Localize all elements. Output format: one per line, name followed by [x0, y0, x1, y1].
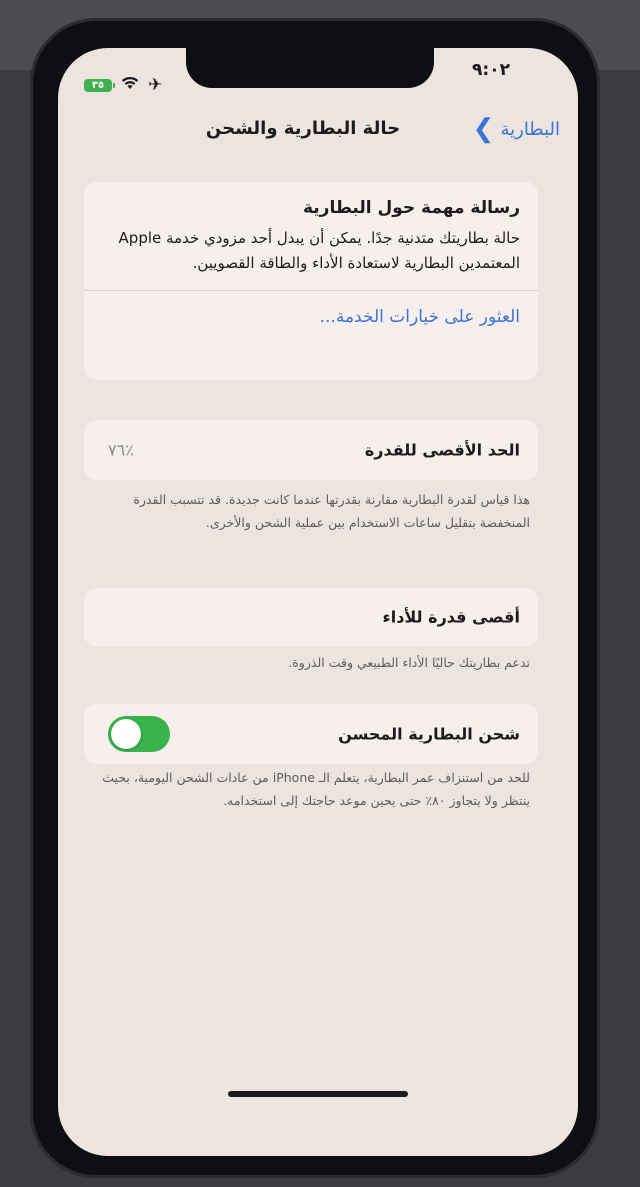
peak-performance-row [84, 588, 538, 646]
important-message-card [84, 182, 538, 380]
max-capacity-label: الحد الأقصى للقدرة [364, 440, 520, 460]
phone-screen [58, 48, 578, 1156]
service-options-link[interactable]: العثور على خيارات الخدمة... [319, 307, 520, 327]
status-icons [84, 76, 162, 94]
optimized-charging-row [84, 704, 538, 764]
peak-performance-footnote: تدعم بطاريتك حاليًا الأداء الطبيعي وقت الذروة. [288, 655, 530, 670]
home-indicator[interactable] [228, 1091, 408, 1097]
battery-label: ٣٥ [91, 79, 105, 91]
page-title: حالة البطارية والشحن [205, 118, 401, 139]
optimized-charging-label: شحن البطارية المحسن [338, 724, 520, 744]
max-capacity-row [84, 420, 538, 480]
back-button[interactable] [473, 116, 560, 142]
max-capacity-value: ٪٧٦ [108, 440, 134, 460]
notch [186, 48, 434, 88]
back-label: البطارية [500, 118, 560, 140]
airplane-icon: ✈ [148, 74, 163, 95]
toggle-knob [111, 719, 141, 749]
optimized-charging-footnote: للحد من استنزاف عمر البطارية، يتعلم الـ iPhone من عادات الشحن اليومية، بحيث ينتظر ولا يتجاوز ٨٠٪ حتى يحين موعد حاجتك إلى استخدامه. [102, 770, 530, 808]
max-capacity-footnote: هذا قياس لقدرة البطارية مقارنة بقدرتها عندما كانت جديدة. قد تتسبب القدرة المنخفضة بتقليل ساعات الاستخدام بين عملية الشحن والأخرى. [133, 492, 530, 530]
wifi-icon [121, 76, 139, 94]
chevron-back-icon: ❯ [472, 114, 495, 144]
message-body: حالة بطاريتك متدنية جدًا. يمكن أن يبدل أحد مزودي خدمة Apple المعتمدين البطارية لاستعادة الأداء والطاقة القصويين. [118, 229, 520, 272]
optimized-charging-toggle[interactable] [108, 716, 170, 752]
status-time: ٩:٠٢ [472, 60, 510, 80]
peak-performance-label: أقصى قدرة للأداء [382, 607, 520, 627]
battery-icon [84, 79, 112, 92]
message-title: رسالة مهمة حول البطارية [302, 198, 520, 218]
